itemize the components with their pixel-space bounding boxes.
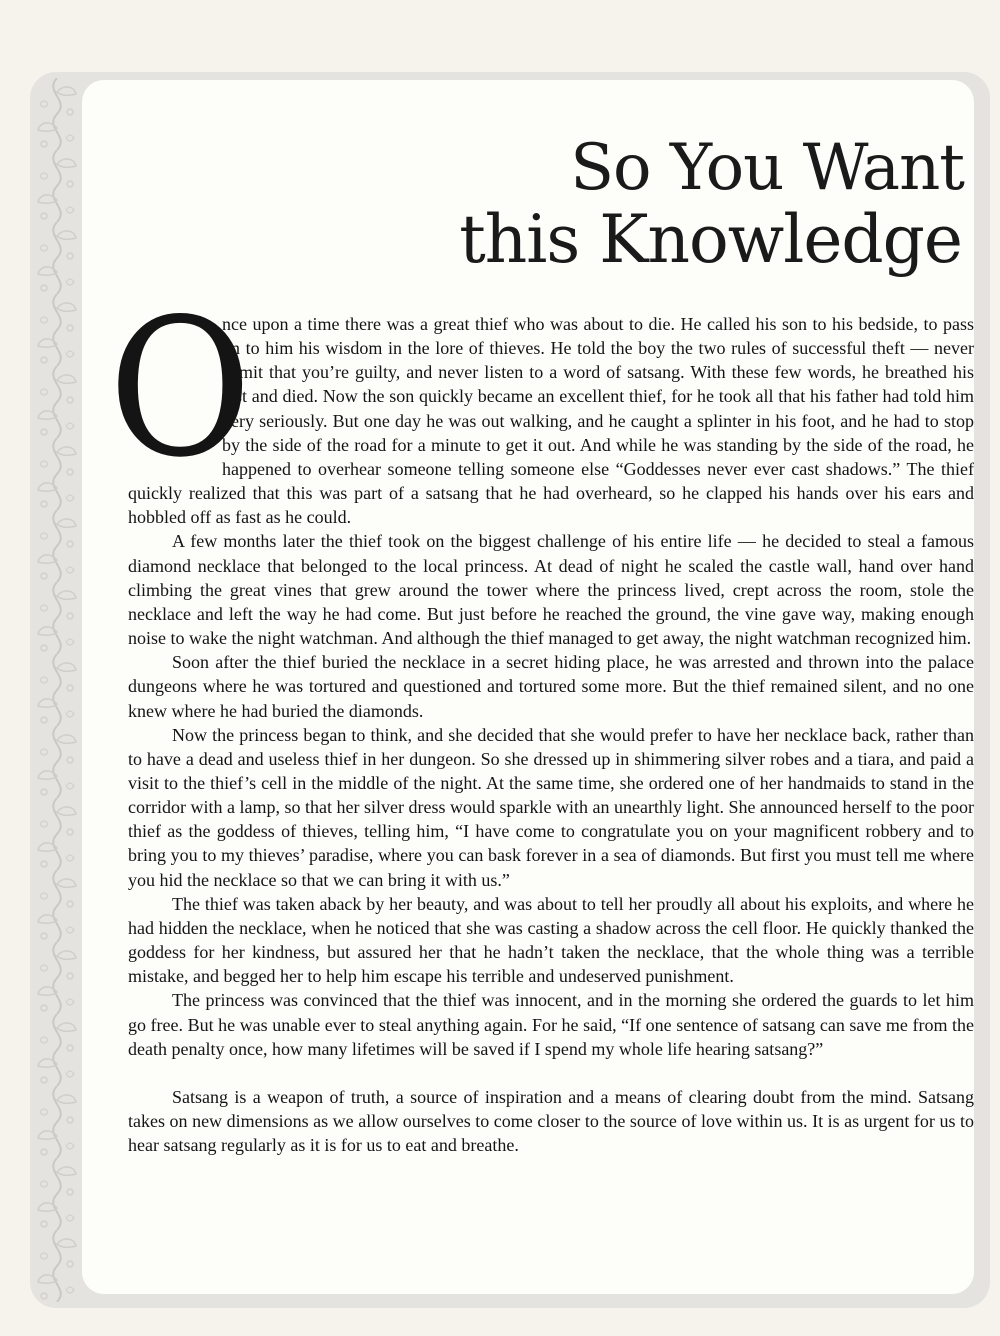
story-paragraph-3: Soon after the thief buried the necklace in a secret hiding place, he was arrested and thrown into the palace dungeons where he was tortured and questioned and tortured some more. But the thief remained silent, and no one knew where he had buried the diamonds. [128, 652, 974, 721]
story-paragraph-1 [108, 278, 974, 529]
title-line-2: this Knowledge [459, 201, 962, 278]
article-title [444, 132, 964, 276]
story-paragraph-5: The thief was taken aback by her beauty, and was about to tell her proudly all about his exploits, and where he had hidden the necklace, when he noticed that she was casting a shadow across the cell floor. He quickly thanked the goddess for her kindness, but assured her that he hadn’t taken the necklace, that the whole thing was a terrible mistake, and begged her to help him escape his terrible and undeserved punishment. [128, 893, 974, 987]
closing-paragraph: Satsang is a weapon of truth, a source of inspiration and a means of clearing doubt from the mind. Satsang takes on new dimensions as we allow ourselves to come closer to the source of love within us. It is as urgent for us to hear satsang regularly as it is for us to eat and breathe. [128, 1086, 974, 1156]
paragraph-1-text: nce upon a time there was a great thief who was about to die. He called his son to his bedside, to pass on to him his wisdom in the lore of thieves. He told the boy the two rules of successful theft — never admit that you’re guilty, and never listen to a word of satsang. With these few words, he breathed his last and died. Now the son quickly became an excellent thief, for he took all that his father had told him very seriously. But one day he was out walking, and he caught a splinter in his foot, and he had to stop by the side of the road for a minute to get it out. And while he was standing by the side of the road, he happened to overhear someone telling someone else “Goddesses never ever cast shadows.” The thief quickly realized that this was part of a satsang that he had overheard, so he clapped his hands over his ears and hobbled off as fast as he could. [128, 314, 974, 528]
story-paragraph-4: Now the princess began to think, and she decided that she would prefer to have her necklace back, rather than to have a dead and useless thief in her dungeon. So she dressed up in shimmering silver robes and a tiara, and paid a visit to the thief’s cell in the middle of the night. At the same time, she ordered one of her handmaids to stand in the corridor with a lamp, so that her silver dress would sparkle with an unearthly light. She announced herself to the poor thief as the goddess of thieves, telling him, “I have come to congratulate you on your magnificent robbery and to bring you to my thieves’ paradise, where you can bask forever in a sea of diamonds. But first you must tell me where you hid the necklace so that we can bring it with us.” [128, 724, 974, 890]
story-paragraph-2: A few months later the thief took on the biggest challenge of his entire life — he decided to steal a famous diamond necklace that belonged to the local princess. At dead of night he scaled the castle wall, hand over hand climbing the great vines that grew around the tower where the princess lived, crept across the room, stole the necklace and left the way he had come. But just before he reached the ground, the vine gave way, making enough noise to wake the night watchman. And although the thief managed to get away, the night watchman recognized him. [128, 531, 974, 649]
story-body [108, 278, 974, 1157]
drop-cap: O [108, 278, 252, 499]
floral-border-ornament [34, 78, 80, 1302]
title-line-1: So You Want [570, 131, 964, 205]
paragraph-spacer [128, 1061, 974, 1085]
story-paragraph-6: The princess was convinced that the thief was innocent, and in the morning she ordered the guards to let him go free. But he was unable ever to steal anything again. For he said, “If one sentence of satsang can save me from the death penalty once, how many lifetimes will be saved if I spend my whole life hearing satsang?” [128, 990, 974, 1059]
